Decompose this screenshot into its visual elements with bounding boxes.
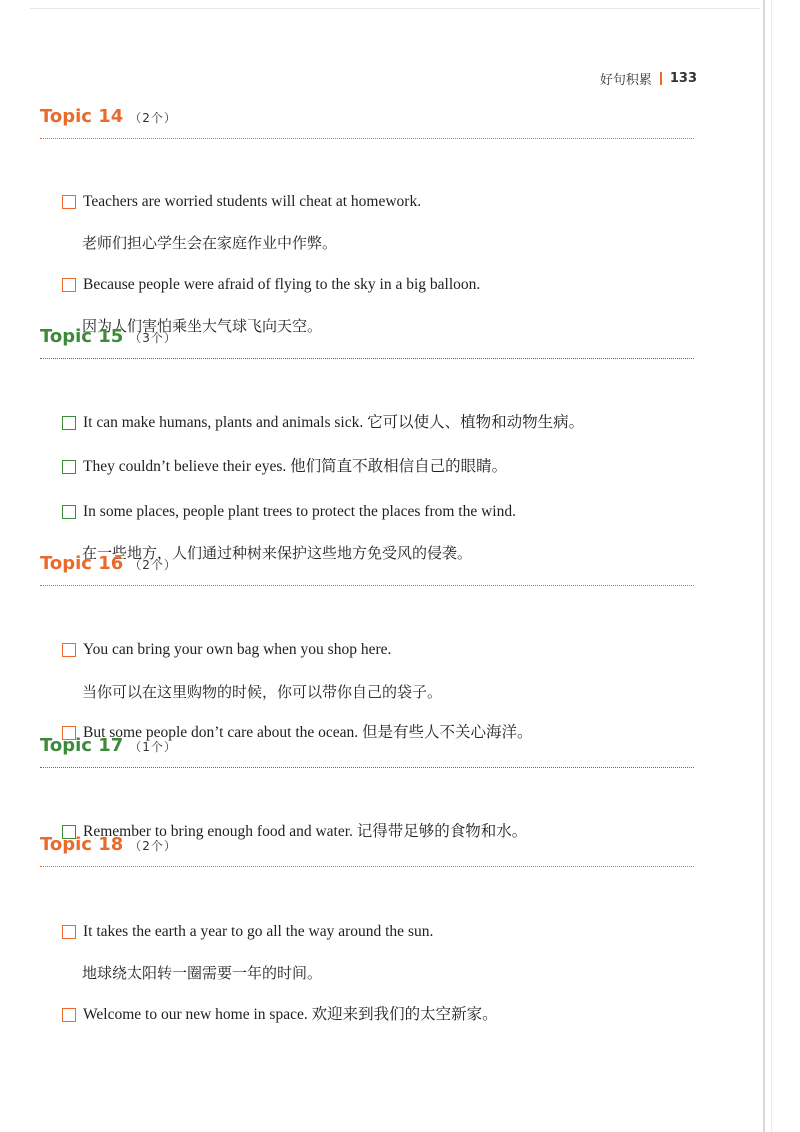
topic-17-section	[40, 735, 694, 840]
english-sentence: They couldn’t believe their eyes. 他们简直不敢相信自己的眼睛。	[83, 458, 508, 475]
dotted-divider	[40, 767, 694, 768]
topic-count: （2个）	[129, 558, 177, 572]
chinese-translation: 地球绕太阳转一圈需要一年的时间。	[82, 964, 323, 982]
topic-heading	[40, 553, 694, 579]
topic-count: （2个）	[129, 839, 177, 853]
sentence-checkbox[interactable]	[62, 195, 76, 209]
topic-label: Topic 18	[40, 834, 124, 855]
english-sentence: You can bring your own bag when you shop here.	[83, 641, 392, 658]
chinese-translation: 在一些地方，人们通过种树来保护这些地方免受风的侵袭。	[82, 544, 473, 562]
topic-count: （2个）	[129, 111, 177, 125]
topic-15-section	[40, 326, 694, 562]
topic-16-section	[40, 553, 694, 741]
english-sentence: Welcome to our new home in space. 欢迎来到我们的太空新家。	[83, 1006, 498, 1023]
page-top-edge	[30, 8, 760, 9]
sentence-checkbox[interactable]	[62, 643, 76, 657]
topic-count: （3个）	[129, 331, 177, 345]
english-sentence: It can make humans, plants and animals sick. 它可以使人、植物和动物生病。	[83, 414, 585, 431]
header-divider	[660, 72, 662, 85]
english-sentence: Teachers are worried students will cheat at homework.	[83, 193, 422, 210]
topic-heading	[40, 834, 694, 860]
sentence-checkbox[interactable]	[62, 460, 76, 474]
english-sentence: Because people were afraid of flying to the sky in a big balloon.	[83, 276, 481, 293]
topic-14-section	[40, 106, 694, 335]
topic-heading	[40, 106, 694, 132]
topic-label: Topic 14	[40, 106, 124, 127]
english-sentence: Remember to bring enough food and water. 记得带足够的食物和水。	[83, 823, 528, 840]
topic-label: Topic 15	[40, 326, 124, 347]
page-number: 133	[669, 70, 697, 86]
dotted-divider	[40, 138, 694, 139]
topic-18-section	[40, 834, 694, 1023]
dotted-divider	[40, 585, 694, 586]
topic-count: （1个）	[129, 740, 177, 754]
section-title: 好句积累	[599, 72, 652, 88]
sentence-checkbox[interactable]	[62, 505, 76, 519]
english-sentence: It takes the earth a year to go all the way around the sun.	[83, 923, 434, 940]
sentence-checkbox[interactable]	[62, 416, 76, 430]
page-header	[600, 68, 697, 88]
dotted-divider	[40, 866, 694, 867]
chinese-translation: 当你可以在这里购物的时候，你可以带你自己的袋子。	[82, 683, 443, 701]
sentence-checkbox[interactable]	[62, 925, 76, 939]
topic-label: Topic 16	[40, 553, 124, 574]
chinese-translation: 因为人们害怕乘坐大气球飞向天空。	[82, 317, 323, 335]
dotted-divider	[40, 358, 694, 359]
topic-heading	[40, 735, 694, 761]
topic-heading	[40, 326, 694, 352]
chinese-translation: 老师们担心学生会在家庭作业中作弊。	[82, 234, 338, 252]
english-sentence: But some people don’t care about the ocean. 但是有些人不关心海洋。	[83, 724, 533, 741]
english-sentence: In some places, people plant trees to protect the places from the wind.	[83, 503, 516, 520]
topic-label: Topic 17	[40, 735, 124, 756]
page-binding-edge	[763, 0, 765, 1132]
sentence-checkbox[interactable]	[62, 1008, 76, 1022]
page-binding-edge-inner	[771, 0, 772, 1132]
sentence-checkbox[interactable]	[62, 278, 76, 292]
